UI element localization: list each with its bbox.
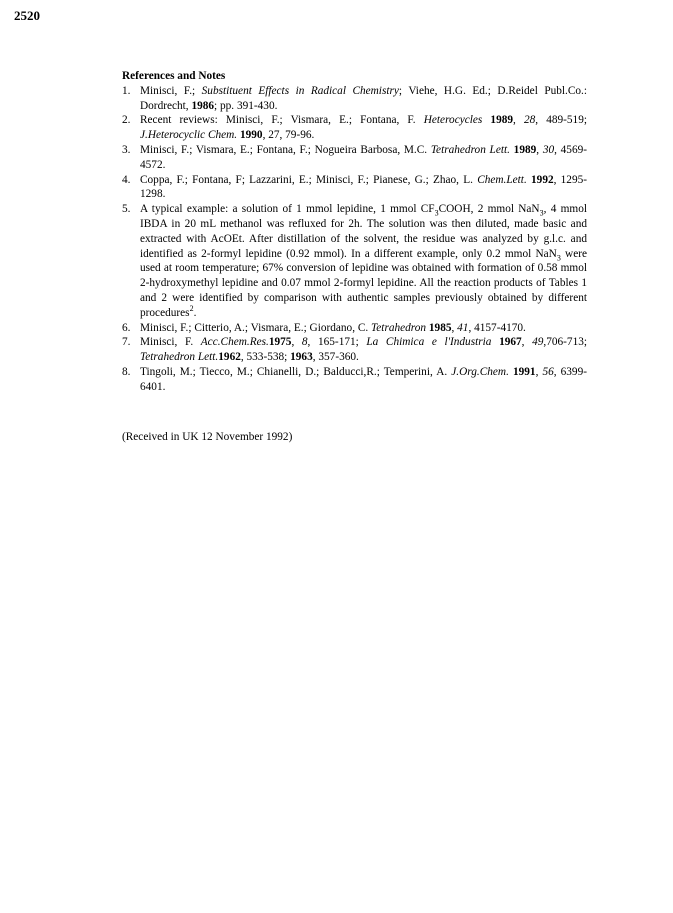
reference-text: 1986 <box>191 99 215 112</box>
reference-text: 28 <box>523 114 536 127</box>
reference-text: 1990 <box>239 129 263 142</box>
reference-text: , <box>291 336 302 349</box>
reference-text <box>491 336 499 348</box>
reference-text: J.Heterocyclic Chem. <box>140 129 238 142</box>
reference-text: 3 <box>556 252 561 262</box>
reference-item <box>122 173 587 203</box>
reference-text: ; Viehe, H.G. Ed.; D.Reidel Publ.Co.: Dordrecht, <box>140 84 588 112</box>
reference-text: , 27, 79-96. <box>262 129 315 142</box>
reference-text: 3 <box>539 208 544 218</box>
reference-text: 3 <box>434 208 439 218</box>
reference-text: Minisci, F.; Citterio, A.; Vismara, E.; Giordano, C. <box>140 321 372 334</box>
reference-text: 8 <box>301 336 308 349</box>
reference-text: , 165-171; <box>307 336 367 349</box>
reference-text: 41 <box>457 321 469 334</box>
reference-text: 1985 <box>428 321 452 334</box>
reference-text: , 357-360. <box>312 351 359 364</box>
reference-text: , <box>451 321 458 334</box>
reference-text: 1975 <box>268 336 292 349</box>
reference-text: , 4157-4170. <box>468 321 526 334</box>
reference-text: , <box>536 143 543 156</box>
reference-text: 49 <box>532 336 544 349</box>
reference-text: J.Org.Chem. <box>451 365 509 378</box>
reference-text: 30 <box>542 143 555 156</box>
reference-text: Minisci, F. <box>140 336 201 349</box>
reference-text: Tetrahedron Lett. <box>140 351 219 364</box>
reference-text: Coppa, F.; Fontana, F; Lazzarini, E.; Minisci, F.; Pianese, G.; Zhao, L. <box>140 173 478 186</box>
references-heading: References and Notes <box>122 70 226 82</box>
reference-text: Tetrahedron <box>371 321 427 334</box>
reference-text: ,706-713; <box>543 336 588 349</box>
reference-text: , <box>535 365 543 378</box>
reference-item <box>122 335 587 365</box>
reference-text: , 4569-4572. <box>140 143 587 171</box>
reference-text: , 489-519; <box>535 114 587 127</box>
references-section <box>122 69 587 395</box>
reference-number: 5. <box>122 203 131 216</box>
reference-number: 8. <box>122 365 131 378</box>
reference-item <box>122 143 587 173</box>
reference-text: La Chimica e l'Industria <box>366 336 492 349</box>
reference-text: Recent reviews: Minisci, F.; Vismara, E.; Fontana, F. <box>140 114 424 127</box>
reference-text: Tingoli, M.; Tiecco, M.; Chianelli, D.; Balducci,R.; Temperini, A. <box>140 365 452 378</box>
reference-text: Acc.Chem.Res. <box>200 336 269 349</box>
reference-text: Substituent Effects in Radical Chemistry <box>201 84 399 97</box>
reference-text: 2 <box>189 303 194 313</box>
reference-text: were used at room temperature; 67% conversion of lepidine was obtained with formation of 0.58 mmol 2-hydroxymethyl lepidine and 0.07 mmol 2-formyl lepidine. All the reaction products of Tables 1 and 2 were identified by comparison with authentic samples previously obtained by different procedures <box>140 247 587 319</box>
reference-text: 1963 <box>290 351 313 364</box>
reference-number: 1. <box>122 84 131 97</box>
reference-text: 1989 <box>490 114 514 127</box>
reference-item <box>122 84 587 114</box>
received-date: (Received in UK 12 November 1992) <box>122 431 293 443</box>
reference-text: , 533-538; <box>240 351 291 364</box>
reference-text: ; pp. 391-430. <box>214 99 278 112</box>
reference-text: 56 <box>542 365 554 378</box>
reference-text: , <box>521 336 533 349</box>
reference-text: . <box>193 306 197 319</box>
reference-number: 4. <box>122 173 131 186</box>
reference-text: Minisci, F.; Vismara, E.; Fontana, F.; Nogueira Barbosa, M.C. <box>140 143 431 156</box>
reference-number: 6. <box>122 321 131 334</box>
reference-list <box>122 84 587 395</box>
reference-text: 1991 <box>512 365 536 378</box>
reference-item <box>122 113 587 143</box>
reference-text: Minisci, F.; <box>140 84 202 97</box>
reference-text: , <box>513 114 524 127</box>
reference-number: 3. <box>122 143 131 156</box>
reference-text: , 4 mmol IBDA in 20 mL methanol was refluxed for 2h. The solution was then diluted, made basic and extracted with AcOEt. After distillation of the solvent, the residue was analyzed by g.l.c. and identified as 2-formyl lepidine (0.92 mmol). In a different example, only 0.2 mmol NaN <box>140 203 587 260</box>
reference-item <box>122 321 587 336</box>
reference-text: 1989 <box>513 143 537 156</box>
reference-number: 2. <box>122 114 131 127</box>
reference-text: , 1295-1298. <box>140 173 588 201</box>
reference-item <box>122 202 587 320</box>
reference-text: 1962 <box>218 351 241 364</box>
reference-text: 1967 <box>499 336 522 349</box>
reference-text: Heterocycles <box>423 114 483 127</box>
reference-text: , 6399-6401. <box>140 365 587 393</box>
reference-text: 1992 <box>531 173 554 186</box>
reference-item <box>122 365 587 395</box>
reference-text: Chem.Lett. <box>477 173 527 186</box>
reference-text: Tetrahedron Lett. <box>430 143 510 156</box>
reference-number: 7. <box>122 336 131 349</box>
reference-text: COOH, 2 mmol NaN <box>438 203 540 216</box>
reference-text: A typical example: a solution of 1 mmol lepidine, 1 mmol CF <box>140 203 435 216</box>
page-number: 2520 <box>14 8 40 23</box>
